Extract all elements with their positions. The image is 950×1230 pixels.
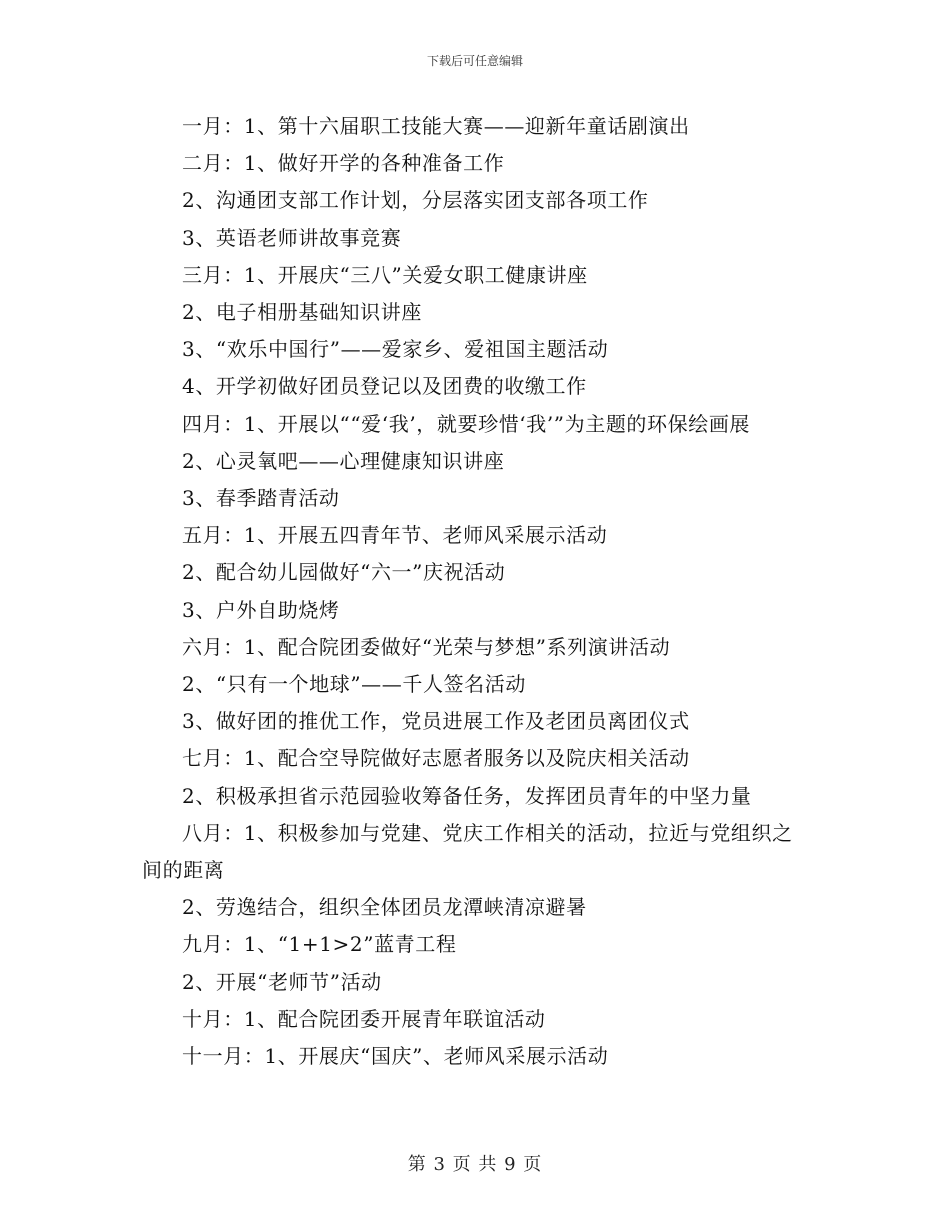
list-item: 2、配合幼儿园做好“六一”庆祝活动 <box>182 560 506 585</box>
list-item: 4、开学初做好团员登记以及团费的收缴工作 <box>182 374 587 399</box>
list-item: 2、沟通团支部工作计划，分层落实团支部各项工作 <box>182 188 649 213</box>
list-item: 2、心灵氧吧——心理健康知识讲座 <box>182 448 505 473</box>
list-item: 三月：1、开展庆“三八”关爱女职工健康讲座 <box>182 262 588 287</box>
list-item: 八月：1、积极参加与党建、党庆工作相关的活动，拉近与党组织之间的距离 <box>142 820 793 883</box>
list-item: 六月：1、配合院团委做好“光荣与梦想”系列演讲活动 <box>182 634 671 659</box>
list-item: 2、开展“老师节”活动 <box>182 969 382 994</box>
list-item: 3、做好团的推优工作，党员进展工作及老团员离团仪式 <box>182 709 690 734</box>
page-number: 第 3 页 共 9 页 <box>407 1154 543 1175</box>
list-item: 二月：1、做好开学的各种准备工作 <box>182 151 505 176</box>
list-item: 3、“欢乐中国行”——爱家乡、爱祖国主题活动 <box>182 337 609 362</box>
list-item: 2、“只有一个地球”——千人签名活动 <box>182 672 526 697</box>
list-item: 一月：1、第十六届职工技能大赛——迎新年童话剧演出 <box>182 114 690 138</box>
list-item: 3、英语老师讲故事竞赛 <box>182 225 402 250</box>
list-item: 四月：1、开展以““爱‘我’，就要珍惜‘我’”为主题的环保绘画展 <box>182 411 751 436</box>
list-item: 2、积极承担省示范园验收筹备任务，发挥团员青年的中坚力量 <box>182 783 752 808</box>
page-header: 下载后可任意编辑 <box>426 54 523 68</box>
list-item: 七月：1、配合空导院做好志愿者服务以及院庆相关活动 <box>182 746 690 771</box>
document-body <box>142 108 810 1075</box>
list-item: 九月：1、“1+1>2”蓝青工程 <box>182 932 457 957</box>
list-item: 十一月：1、开展庆“国庆”、老师风采展示活动 <box>182 1044 609 1069</box>
list-item: 2、劳逸结合，组织全体团员龙潭峡清凉避暑 <box>182 895 587 920</box>
list-item: 五月：1、开展五四青年节、老师风采展示活动 <box>182 523 608 548</box>
list-item: 3、春季踏青活动 <box>182 486 340 511</box>
list-item: 3、户外自助烧烤 <box>182 597 340 622</box>
list-item: 十月：1、配合院团委开展青年联谊活动 <box>182 1006 546 1031</box>
list-item: 2、电子相册基础知识讲座 <box>182 300 422 325</box>
